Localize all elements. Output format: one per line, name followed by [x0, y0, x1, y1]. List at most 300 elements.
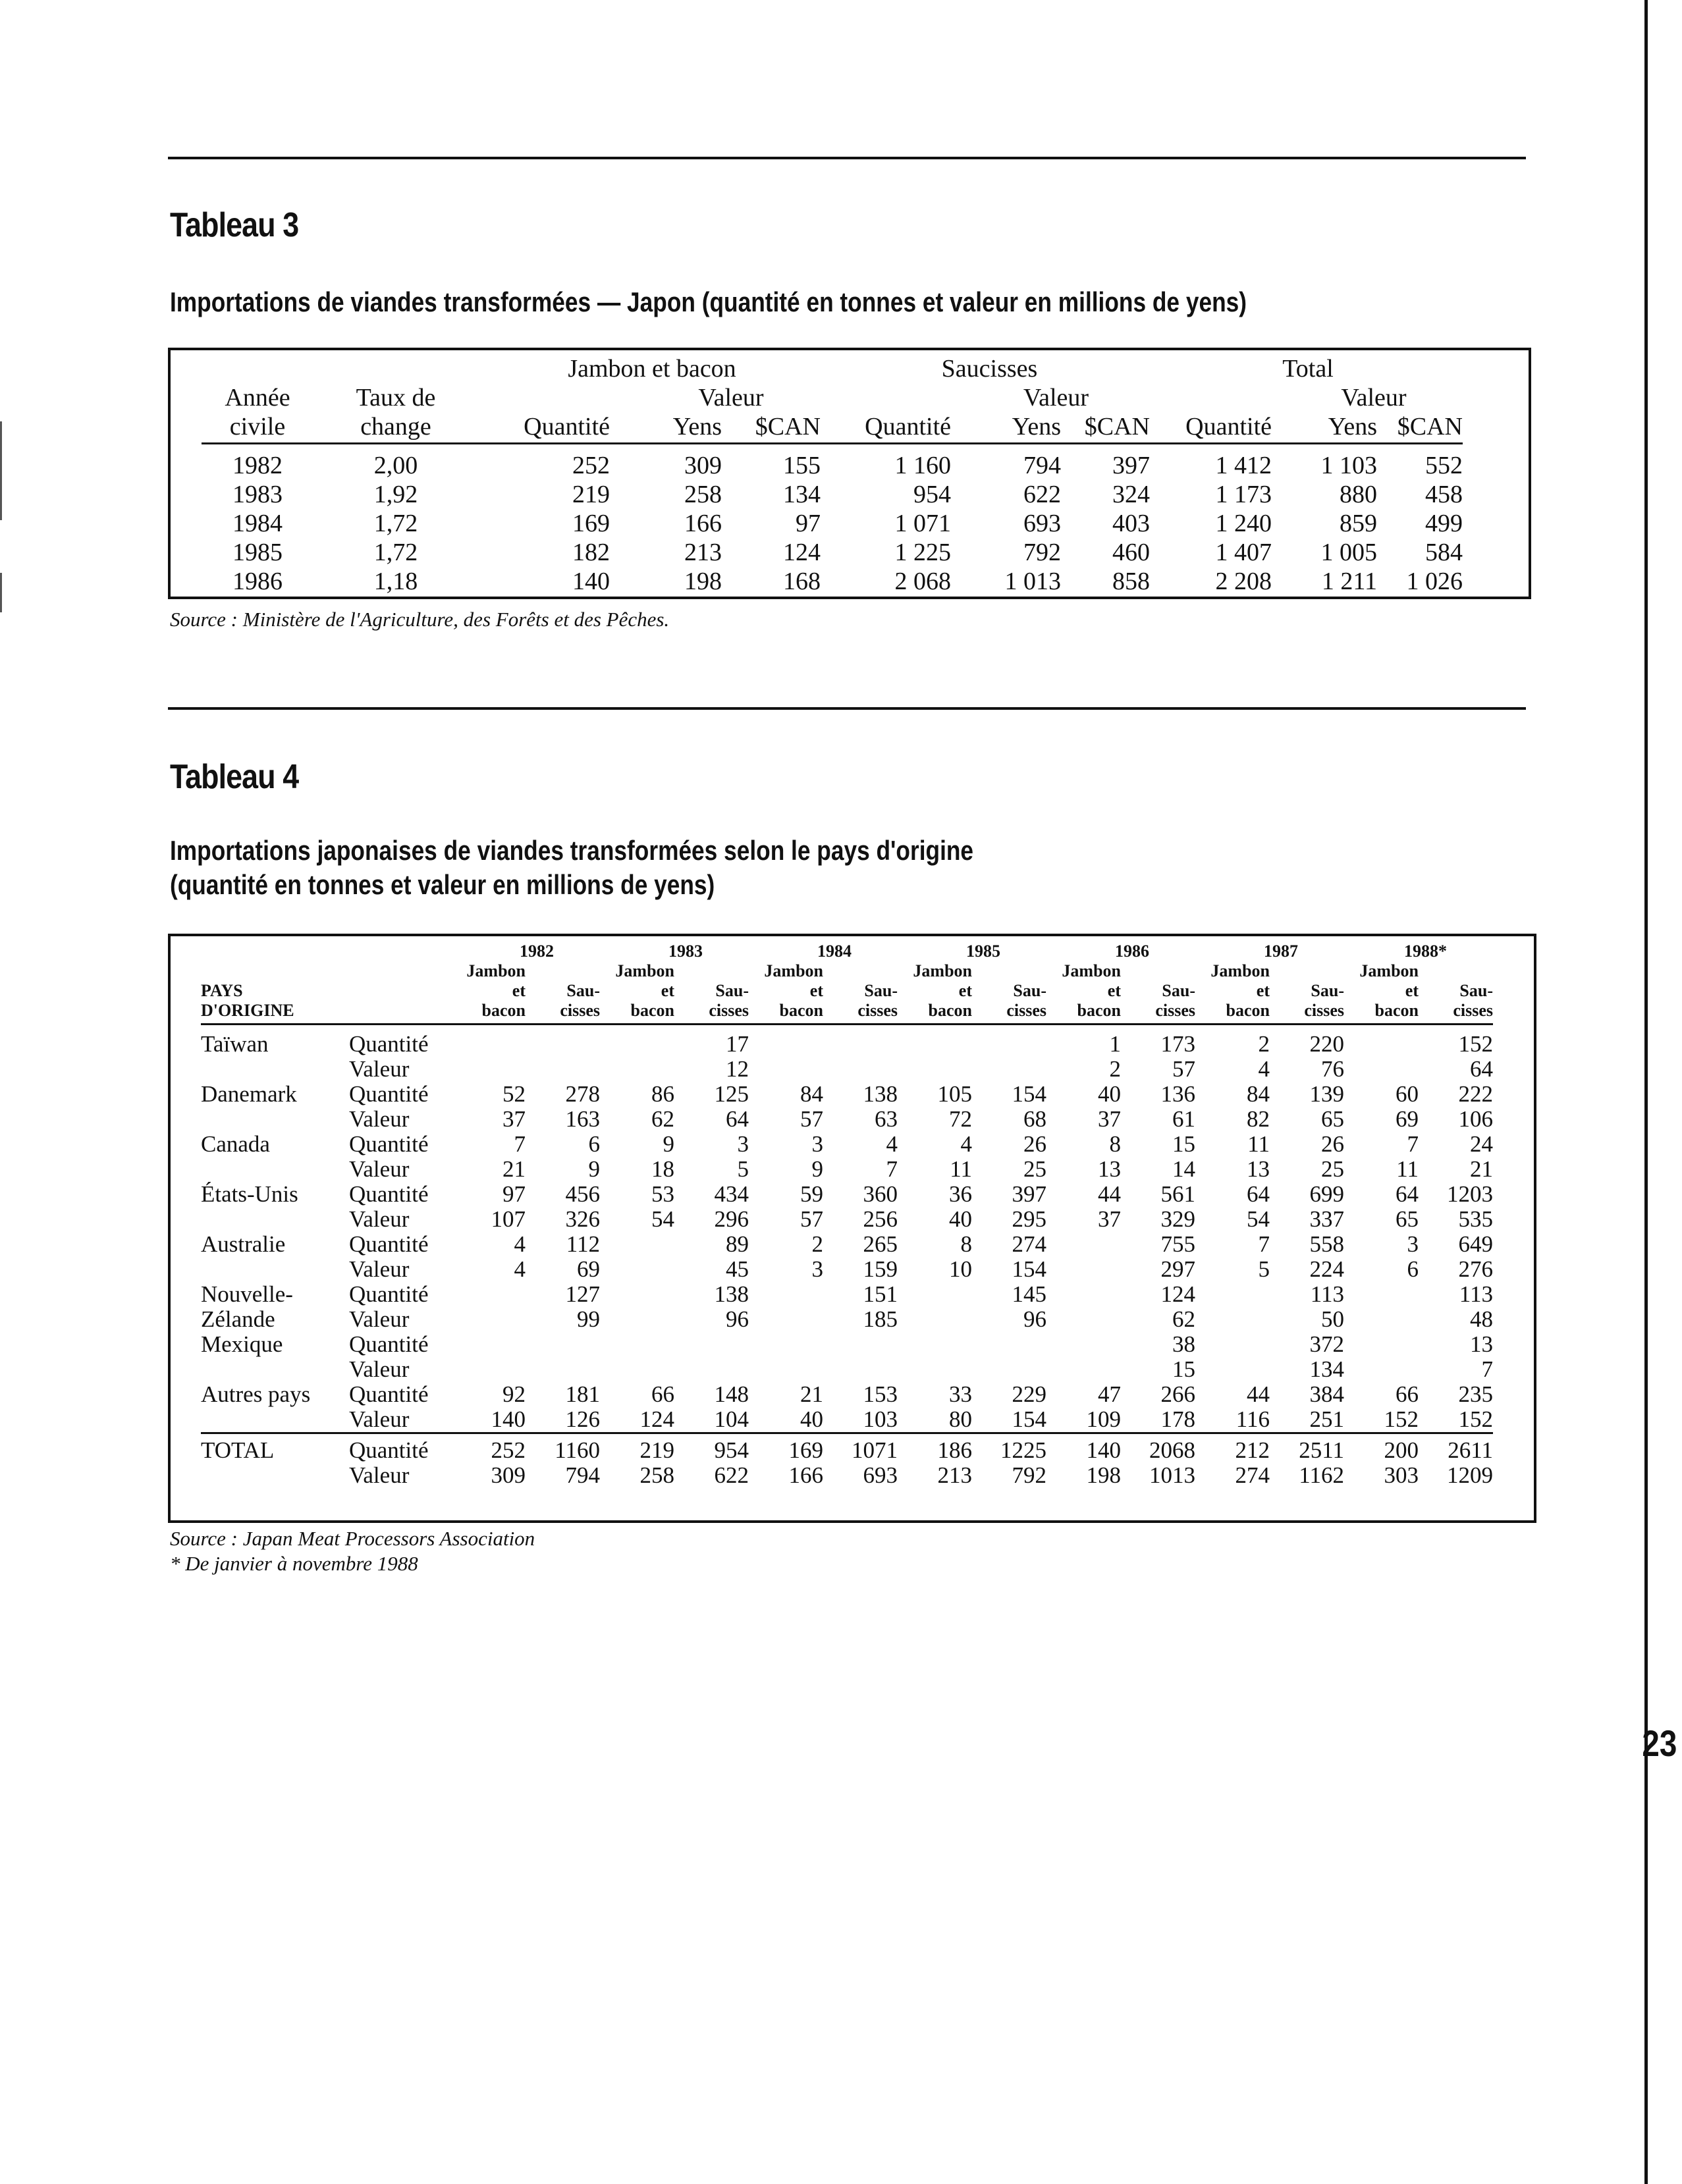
table-cell — [451, 1282, 526, 1307]
metric-label: Quantité — [349, 1281, 429, 1307]
header-yens: Yens — [959, 412, 1061, 444]
table-cell: 109 — [1086, 1406, 1121, 1432]
header-et: et — [661, 981, 674, 1000]
header-scan: $CAN — [1061, 412, 1153, 444]
country-label — [201, 1257, 349, 1282]
table-row — [201, 1207, 1493, 1232]
table-cell: 69 — [577, 1256, 600, 1282]
table-cell: 13 — [1098, 1156, 1121, 1182]
header-blank — [1270, 961, 1344, 981]
table-cell: 126 — [565, 1406, 600, 1432]
table-cell: 1982 — [232, 452, 283, 479]
header-cisses: cisses — [1121, 1001, 1195, 1025]
header-bacon: bacon — [600, 1001, 674, 1025]
header-jambon: Jambon — [764, 961, 823, 980]
table-cell: 54 — [1247, 1206, 1270, 1232]
table-cell: 63 — [875, 1106, 898, 1132]
table-cell: 403 — [1112, 510, 1150, 537]
table-row — [201, 1332, 1493, 1357]
header-year: 1987 — [1264, 942, 1298, 961]
table-cell: 649 — [1458, 1231, 1493, 1257]
table-cell: 1 013 — [1004, 568, 1061, 595]
table-cell: 460 — [1112, 539, 1150, 566]
header-bacon: bacon — [451, 1001, 526, 1025]
table-cell: 64 — [1470, 1056, 1493, 1082]
header-pays: PAYS — [201, 981, 243, 1000]
table-cell — [1046, 1257, 1121, 1282]
table-cell: 251 — [1309, 1406, 1344, 1432]
table-cell: 139 — [1309, 1081, 1344, 1107]
table-cell: 4 — [1258, 1056, 1270, 1082]
table-cell: 200 — [1344, 1433, 1419, 1464]
table-cell: 1013 — [1149, 1462, 1195, 1488]
table-cell: 1 — [1109, 1031, 1121, 1057]
table-cell: 1 103 — [1320, 452, 1377, 479]
table-cell: 65 — [1396, 1206, 1419, 1232]
table-cell — [600, 1357, 674, 1382]
table-row — [201, 1463, 1493, 1488]
header-sau: Sau- — [1311, 981, 1344, 1000]
table-cell: 106 — [1458, 1106, 1493, 1132]
header-cisses: cisses — [972, 1001, 1046, 1025]
table-cell: 92 — [502, 1381, 526, 1407]
table-cell: 68 — [1023, 1106, 1046, 1132]
table-cell: 2 — [811, 1231, 823, 1257]
table4-subtitle-2: (quantité en tonnes et valeur en millions de yens) — [170, 869, 715, 900]
table-cell — [600, 1257, 674, 1282]
table-cell — [1344, 1357, 1419, 1382]
table-cell: 97 — [502, 1181, 526, 1207]
table-row — [201, 1407, 1493, 1433]
table-cell: 792 — [1012, 1462, 1046, 1488]
section-rule — [168, 707, 1526, 710]
table-cell: 10 — [949, 1256, 972, 1282]
table-cell: 198 — [684, 568, 722, 595]
country-label: Zélande — [201, 1306, 275, 1332]
header-year: 1984 — [817, 942, 852, 961]
table-cell: 622 — [714, 1462, 749, 1488]
table-cell — [898, 1057, 972, 1082]
header-cisses: cisses — [1419, 1001, 1493, 1025]
header-sau: Sau- — [864, 981, 898, 1000]
country-label: Taïwan — [201, 1031, 269, 1057]
metric-label: Quantité — [349, 1031, 429, 1057]
metric-label: Quantité — [349, 1381, 429, 1407]
table-cell — [600, 1332, 674, 1357]
table-cell: 6 — [588, 1131, 600, 1157]
table-cell: 181 — [565, 1381, 600, 1407]
table-cell: 66 — [651, 1381, 674, 1407]
table-cell: 125 — [714, 1081, 749, 1107]
table-cell: 2 208 — [1215, 568, 1272, 595]
header-et: et — [512, 981, 526, 1000]
table3-title: Tableau 3 — [170, 206, 299, 244]
metric-label: Valeur — [349, 1256, 410, 1282]
table-cell: 794 — [1023, 452, 1061, 479]
table-cell: 62 — [1172, 1306, 1195, 1332]
table-cell: 309 — [491, 1462, 526, 1488]
table-cell: 2,00 — [373, 452, 418, 479]
header-et: et — [958, 981, 972, 1000]
table-cell — [1195, 1332, 1270, 1357]
table-cell: 384 — [1309, 1381, 1344, 1407]
table-cell — [674, 1357, 749, 1382]
table-cell: 1 071 — [894, 510, 951, 537]
table-cell — [526, 1025, 600, 1057]
table-cell: 173 — [1160, 1031, 1195, 1057]
table-cell: 13 — [1470, 1331, 1493, 1357]
table-cell: 1 407 — [1215, 539, 1272, 566]
table-cell: 138 — [714, 1281, 749, 1307]
table-cell: 1225 — [972, 1433, 1046, 1464]
table-cell: 329 — [1160, 1206, 1195, 1232]
table-cell — [526, 1357, 600, 1382]
header-cisses: cisses — [823, 1001, 898, 1025]
table-cell — [600, 1025, 674, 1057]
header-et: et — [1256, 981, 1270, 1000]
header-quantite: Quantité — [478, 412, 636, 444]
table-cell — [823, 1332, 898, 1357]
header-blank — [1121, 961, 1195, 981]
table-cell — [749, 1307, 823, 1332]
table-cell: 89 — [726, 1231, 749, 1257]
header-jambon: Jambon — [466, 961, 526, 980]
table-cell: 1209 — [1447, 1462, 1493, 1488]
metric-label: Valeur — [349, 1056, 410, 1082]
header-jambon: Jambon — [1210, 961, 1270, 980]
table-row — [201, 1025, 1493, 1057]
country-label: Nouvelle- — [201, 1281, 293, 1307]
table-cell: 182 — [572, 539, 610, 566]
table-cell: 2511 — [1270, 1433, 1344, 1464]
table-cell: 2611 — [1419, 1433, 1493, 1464]
table-cell — [1046, 1282, 1121, 1307]
country-label: Danemark — [201, 1081, 297, 1107]
table-cell: 258 — [639, 1462, 674, 1488]
header-civile: civile — [202, 412, 313, 444]
table-cell: 84 — [1247, 1081, 1270, 1107]
table-cell: 69 — [1396, 1106, 1419, 1132]
table-row — [201, 1082, 1493, 1107]
header-jambon: Jambon — [615, 961, 674, 980]
table-cell: 274 — [1235, 1462, 1270, 1488]
header-change: change — [313, 412, 478, 444]
table3 — [202, 354, 1463, 596]
table-cell: 96 — [1023, 1306, 1046, 1332]
table-cell — [600, 1057, 674, 1082]
table-cell: 62 — [651, 1106, 674, 1132]
table-cell: 152 — [1384, 1406, 1419, 1432]
table-cell: 53 — [651, 1181, 674, 1207]
table-cell: 8 — [960, 1231, 972, 1257]
table-cell — [1344, 1282, 1419, 1307]
table-row — [201, 1433, 1493, 1464]
table-cell: 40 — [1098, 1081, 1121, 1107]
table-row — [202, 538, 1463, 567]
table4 — [201, 942, 1493, 1488]
table-cell: 25 — [1023, 1156, 1046, 1182]
table-cell: 4 — [960, 1131, 972, 1157]
table-cell: 794 — [565, 1462, 600, 1488]
table-cell: 324 — [1112, 481, 1150, 508]
table-cell: 1,72 — [373, 510, 418, 537]
table-cell: 52 — [502, 1081, 526, 1107]
section-rule — [168, 157, 1526, 159]
metric-label: Valeur — [349, 1462, 410, 1488]
table-cell: 84 — [800, 1081, 823, 1107]
header-blank — [972, 961, 1046, 981]
header-valeur: Valeur — [698, 384, 764, 412]
table-cell — [898, 1357, 972, 1382]
table-cell: 1 173 — [1215, 481, 1272, 508]
table-cell: 9 — [588, 1156, 600, 1182]
table-cell: 1984 — [232, 510, 283, 537]
table-cell: 1985 — [232, 539, 283, 566]
table-cell: 40 — [800, 1406, 823, 1432]
country-label — [201, 1463, 349, 1488]
header-scan: $CAN — [722, 412, 826, 444]
table-cell: 258 — [684, 481, 722, 508]
table-cell: 60 — [1396, 1081, 1419, 1107]
table-cell — [898, 1307, 972, 1332]
table-cell — [1344, 1057, 1419, 1082]
table-cell: 792 — [1023, 539, 1061, 566]
table-cell: 584 — [1425, 539, 1463, 566]
table-cell: 2 068 — [894, 568, 951, 595]
table-cell: 40 — [949, 1206, 972, 1232]
table-cell: 3 — [811, 1131, 823, 1157]
table-cell: 15 — [1172, 1356, 1195, 1382]
table-cell: 97 — [796, 510, 821, 537]
country-label: États-Unis — [201, 1181, 298, 1207]
table-row — [202, 509, 1463, 538]
table-cell: 278 — [565, 1081, 600, 1107]
header-sau: Sau- — [715, 981, 749, 1000]
header-cisses: cisses — [1270, 1001, 1344, 1025]
metric-label: Quantité — [349, 1433, 451, 1464]
table-row — [201, 1307, 1493, 1332]
table-cell: 266 — [1160, 1381, 1195, 1407]
table-cell: 124 — [639, 1406, 674, 1432]
table-cell: 64 — [1396, 1181, 1419, 1207]
table-cell: 561 — [1160, 1181, 1195, 1207]
table-cell: 1160 — [526, 1433, 600, 1464]
table-cell: 57 — [800, 1106, 823, 1132]
table-cell: 337 — [1309, 1206, 1344, 1232]
table-cell — [451, 1057, 526, 1082]
table-cell — [823, 1057, 898, 1082]
table-cell: 8 — [1109, 1131, 1121, 1157]
table-cell — [1046, 1332, 1121, 1357]
table-cell: 153 — [863, 1381, 898, 1407]
header-sau: Sau- — [1459, 981, 1493, 1000]
table-cell: 163 — [565, 1106, 600, 1132]
table-cell: 25 — [1321, 1156, 1344, 1182]
table-cell: 11 — [1396, 1156, 1419, 1182]
country-label: Mexique — [201, 1331, 283, 1357]
table-cell: 2068 — [1121, 1433, 1195, 1464]
table-cell: 66 — [1396, 1381, 1419, 1407]
table-cell: 6 — [1407, 1256, 1419, 1282]
metric-label: Valeur — [349, 1306, 410, 1332]
table-cell: 2 — [1258, 1031, 1270, 1057]
table-cell: 456 — [565, 1181, 600, 1207]
table-cell: 7 — [1481, 1356, 1493, 1382]
table-cell: 185 — [863, 1306, 898, 1332]
table-cell — [898, 1282, 972, 1307]
table-cell: 12 — [726, 1056, 749, 1082]
table-cell: 159 — [863, 1256, 898, 1282]
table-cell: 303 — [1384, 1462, 1419, 1488]
table-cell: 219 — [600, 1433, 674, 1464]
table-cell: 954 — [913, 481, 951, 508]
country-label — [201, 1207, 349, 1232]
header-blank — [349, 942, 451, 961]
table-cell: 138 — [863, 1081, 898, 1107]
table-cell — [1046, 1232, 1121, 1257]
table-cell: 47 — [1098, 1381, 1121, 1407]
table-cell: 274 — [1012, 1231, 1046, 1257]
table-cell: 99 — [577, 1306, 600, 1332]
header-jambon: Jambon — [1359, 961, 1419, 980]
table-cell — [972, 1025, 1046, 1057]
table-cell: 140 — [491, 1406, 526, 1432]
table-cell — [1344, 1307, 1419, 1332]
table-cell: 14 — [1172, 1156, 1195, 1182]
header-bacon: bacon — [749, 1001, 823, 1025]
header-blank — [1419, 961, 1493, 981]
table-cell — [1195, 1357, 1270, 1382]
table4-footnote: * De janvier à novembre 1988 — [170, 1552, 418, 1575]
header-sau: Sau- — [566, 981, 600, 1000]
table-cell: 127 — [565, 1281, 600, 1307]
table-row — [201, 1182, 1493, 1207]
table-cell: 154 — [1012, 1406, 1046, 1432]
header-valeur: Valeur — [1341, 384, 1407, 412]
table-cell: 151 — [863, 1281, 898, 1307]
metric-label: Quantité — [349, 1331, 429, 1357]
table-cell — [972, 1357, 1046, 1382]
table-cell: 18 — [651, 1156, 674, 1182]
table-cell: 297 — [1160, 1256, 1195, 1282]
table-cell: 86 — [651, 1081, 674, 1107]
table-cell: 154 — [1012, 1081, 1046, 1107]
table-cell: 186 — [898, 1433, 972, 1464]
table-cell: 859 — [1340, 510, 1377, 537]
table-row — [201, 1282, 1493, 1307]
group-jambon: Jambon et bacon — [568, 355, 736, 383]
header-blank — [526, 961, 600, 981]
table-cell: 219 — [572, 481, 610, 508]
table-cell: 693 — [863, 1462, 898, 1488]
table-cell: 124 — [1160, 1281, 1195, 1307]
header-quantite: Quantité — [1153, 412, 1285, 444]
table-cell: 372 — [1309, 1331, 1344, 1357]
table-cell — [600, 1232, 674, 1257]
table-row — [201, 1107, 1493, 1132]
table-cell: 1 225 — [894, 539, 951, 566]
table-cell — [749, 1332, 823, 1357]
table-cell: 558 — [1309, 1231, 1344, 1257]
table-cell: 7 — [1258, 1231, 1270, 1257]
header-cisses: cisses — [526, 1001, 600, 1025]
table-cell — [823, 1357, 898, 1382]
header-annee: Année — [225, 384, 290, 412]
table-cell: 360 — [863, 1181, 898, 1207]
table-cell: 21 — [502, 1156, 526, 1182]
country-label: Australie — [201, 1231, 286, 1257]
header-bacon: bacon — [1344, 1001, 1419, 1025]
table-cell: 9 — [811, 1156, 823, 1182]
table-cell: 222 — [1458, 1081, 1493, 1107]
table-cell: 1,72 — [373, 539, 418, 566]
table-cell: 80 — [949, 1406, 972, 1432]
table-cell: 57 — [800, 1206, 823, 1232]
table-cell: 535 — [1458, 1206, 1493, 1232]
table-cell — [749, 1057, 823, 1082]
table-cell — [749, 1357, 823, 1382]
table-cell: 140 — [1046, 1433, 1121, 1464]
table-cell: 755 — [1160, 1231, 1195, 1257]
header-blank — [201, 942, 349, 961]
table-cell: 152 — [1458, 1031, 1493, 1057]
table-row — [202, 567, 1463, 596]
country-label — [201, 1057, 349, 1082]
table-cell: 37 — [1098, 1106, 1121, 1132]
table-cell: 155 — [783, 452, 821, 479]
table-cell: 309 — [684, 452, 722, 479]
table-cell: 4 — [886, 1131, 898, 1157]
table-cell: 397 — [1012, 1181, 1046, 1207]
table-cell: 103 — [863, 1406, 898, 1432]
table-cell: 96 — [726, 1306, 749, 1332]
table-cell: 178 — [1160, 1406, 1195, 1432]
table-cell: 1 240 — [1215, 510, 1272, 537]
table-cell: 116 — [1235, 1406, 1270, 1432]
table-cell — [972, 1057, 1046, 1082]
table-cell — [1195, 1307, 1270, 1332]
table-cell: 252 — [572, 452, 610, 479]
table-cell — [1046, 1307, 1121, 1332]
table4-title: Tableau 4 — [170, 758, 299, 796]
table-cell — [451, 1332, 526, 1357]
table-cell: 3 — [1407, 1231, 1419, 1257]
table-cell: 152 — [1458, 1406, 1493, 1432]
table-cell: 48 — [1470, 1306, 1493, 1332]
table-cell: 2 — [1109, 1056, 1121, 1082]
table-cell: 59 — [800, 1181, 823, 1207]
table-cell: 499 — [1425, 510, 1463, 537]
table-cell — [1344, 1025, 1419, 1057]
table-cell: 326 — [565, 1206, 600, 1232]
table-cell — [898, 1332, 972, 1357]
header-valeur: Valeur — [1023, 384, 1089, 412]
country-label — [201, 1407, 349, 1433]
table-cell: 3 — [737, 1131, 749, 1157]
header-year: 1985 — [966, 942, 1000, 961]
table-cell: 552 — [1425, 452, 1463, 479]
metric-label: Valeur — [349, 1356, 410, 1382]
table-cell — [451, 1307, 526, 1332]
table-cell: 38 — [1172, 1331, 1195, 1357]
table-cell: 24 — [1470, 1131, 1493, 1157]
table-cell: 166 — [684, 510, 722, 537]
metric-label: Valeur — [349, 1206, 410, 1232]
table-cell: 134 — [783, 481, 821, 508]
table-cell: 256 — [863, 1206, 898, 1232]
header-bacon: bacon — [898, 1001, 972, 1025]
table-row — [201, 1132, 1493, 1157]
